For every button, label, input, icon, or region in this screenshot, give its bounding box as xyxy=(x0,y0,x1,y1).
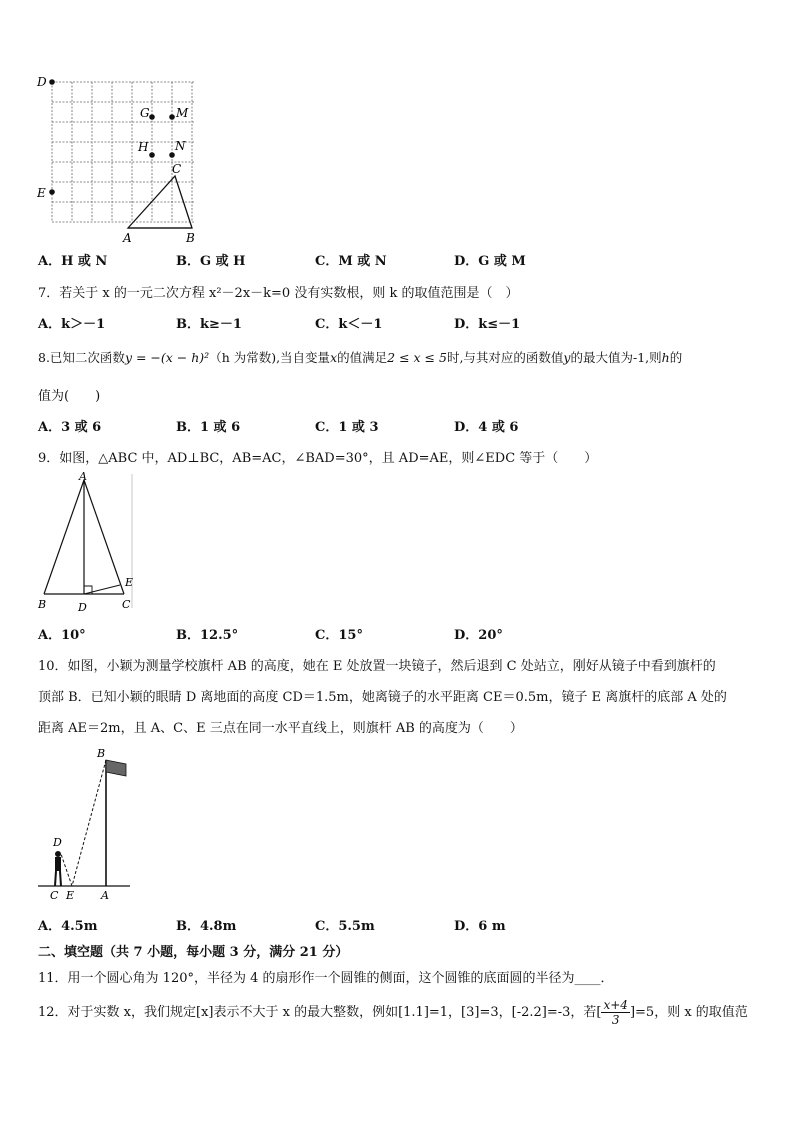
label-c: C xyxy=(172,162,182,176)
q10-line3: 距离 AE＝2m，且 A、C、E 三点在同一水平直线上，则旗杆 AB 的高度为（ ） xyxy=(38,721,523,736)
q9-text: 9．如图，△ABC 中，AD⊥BC，AB=AC，∠BAD=30°，且 AD=AE，则∠EDC 等于（ ） xyxy=(38,451,598,466)
label-m: M xyxy=(176,106,189,120)
q8-text-a: 8.已知二次函数 xyxy=(38,350,125,365)
q8-var-h: h xyxy=(661,350,670,365)
q8-option-b[interactable]: B．1 或 6 xyxy=(176,420,241,435)
q7-option-c[interactable]: C．k＜－1 xyxy=(315,317,383,332)
q10-options xyxy=(38,915,738,933)
q9-option-d[interactable]: D．20° xyxy=(454,628,503,643)
q10-label-a: A xyxy=(101,889,109,902)
q6-option-d[interactable]: D．G 或 M xyxy=(454,254,526,269)
q10-label-e: E xyxy=(66,889,75,902)
label-n: N xyxy=(175,139,186,153)
q10-label-c: C xyxy=(50,889,59,902)
q10-option-a[interactable]: A．4.5m xyxy=(38,919,98,934)
point-e xyxy=(49,189,55,195)
q7-option-b[interactable]: B．k≥－1 xyxy=(176,317,242,332)
q6-option-b[interactable]: B．G 或 H xyxy=(176,254,246,269)
q7-options xyxy=(38,313,738,331)
q10-line2: 顶部 B．已知小颖的眼睛 D 离地面的高度 CD＝1.5m，她离镜子的水平距离 CE＝0.5m，镜子 E 离旗杆的底部 A 处的 xyxy=(38,690,727,705)
q8-text-d: 时,与其对应的函数值 xyxy=(446,350,564,365)
q6-option-c[interactable]: C．M 或 N xyxy=(315,254,387,269)
q10-option-c[interactable]: C．5.5m xyxy=(315,919,375,934)
q8-text-c: 的值满足 xyxy=(337,350,388,365)
label-d: D xyxy=(37,75,47,89)
q12-frac-num: x+4 xyxy=(603,998,628,1012)
section-heading: 二、填空题（共 7 小题，每小题 3 分，满分 21 分） xyxy=(38,945,349,960)
point-h xyxy=(149,152,155,158)
q9-option-a[interactable]: A．10° xyxy=(38,628,86,643)
q11-text: 11．用一个圆心角为 120°，半径为 4 的扇形作一个圆锥的侧面，这个圆锥的底面圆的半径为____． xyxy=(38,971,614,986)
q7-text: 7．若关于 x 的一元二次方程 x²－2x－k=0 没有实数根，则 k 的取值范围是（ ） xyxy=(38,286,519,301)
q8-option-c[interactable]: C．1 或 3 xyxy=(315,420,379,435)
q8-text-e: 的最大值为-1,则 xyxy=(570,350,662,365)
q8-function: y = −(x − h)² xyxy=(124,350,210,365)
q8-option-d[interactable]: D．4 或 6 xyxy=(454,420,519,435)
triangle-figure xyxy=(34,470,144,615)
q10-label-b: B xyxy=(97,747,106,760)
q8-text-b: （h 为常数),当自变量 xyxy=(209,350,331,365)
q12-text xyxy=(38,998,748,1027)
label-e: E xyxy=(37,186,46,200)
q9-label-e: E xyxy=(125,576,134,589)
q12-text-a: 12．对于实数 x，我们规定[x]表示不大于 x 的最大整数，例如[1.1]=1，[3]=3，[-2.2]=-3，若[ xyxy=(38,1005,602,1020)
q6-option-a[interactable]: A．H 或 N xyxy=(38,254,108,269)
q9-option-b[interactable]: B．12.5° xyxy=(176,628,239,643)
q8-var-x: x xyxy=(330,350,338,365)
q8-options xyxy=(38,416,738,434)
person-icon xyxy=(55,851,61,886)
grid-figure xyxy=(34,70,214,246)
point-n xyxy=(169,152,175,158)
q6-options xyxy=(38,250,738,268)
q7-option-a[interactable]: A．k＞－1 xyxy=(38,317,106,332)
q8-text-f: 的 xyxy=(669,350,683,365)
grid-lines xyxy=(52,82,195,222)
q9-label-d: D xyxy=(78,601,87,614)
q8-option-a[interactable]: A．3 或 6 xyxy=(38,420,102,435)
point-d xyxy=(49,79,55,85)
q12-text-b: ]=5，则 x 的取值范 xyxy=(629,1005,748,1020)
q10-label-d: D xyxy=(53,836,62,849)
q10-option-d[interactable]: D．6 m xyxy=(454,919,506,934)
q9-label-c: C xyxy=(122,598,131,611)
q9-label-a: A xyxy=(79,470,87,483)
flagpole-figure xyxy=(34,742,144,904)
point-m xyxy=(169,114,175,120)
q10-option-b[interactable]: B．4.8m xyxy=(176,919,237,934)
label-a: A xyxy=(123,231,132,245)
q8-line2: 值为( ) xyxy=(38,389,101,404)
label-g: G xyxy=(140,106,150,120)
q7-option-d[interactable]: D．k≤－1 xyxy=(454,317,521,332)
q8-range: 2 ≤ x ≤ 5 xyxy=(387,350,447,365)
q10-line1: 10．如图，小颖为测量学校旗杆 AB 的高度，她在 E 处放置一块镜子，然后退到 C 处站立，刚好从镜子中看到旗杆的 xyxy=(38,659,716,674)
label-h: H xyxy=(138,140,149,154)
flag xyxy=(106,760,126,776)
q8-var-y: y xyxy=(563,350,571,365)
q9-options xyxy=(38,624,738,642)
point-g xyxy=(149,114,155,120)
q12-frac-den: 3 xyxy=(611,1013,620,1027)
q12-fraction xyxy=(601,998,629,1027)
label-b: B xyxy=(186,231,195,245)
q9-option-c[interactable]: C．15° xyxy=(315,628,363,643)
q8-line1 xyxy=(38,348,682,366)
q9-label-b: B xyxy=(38,598,47,611)
